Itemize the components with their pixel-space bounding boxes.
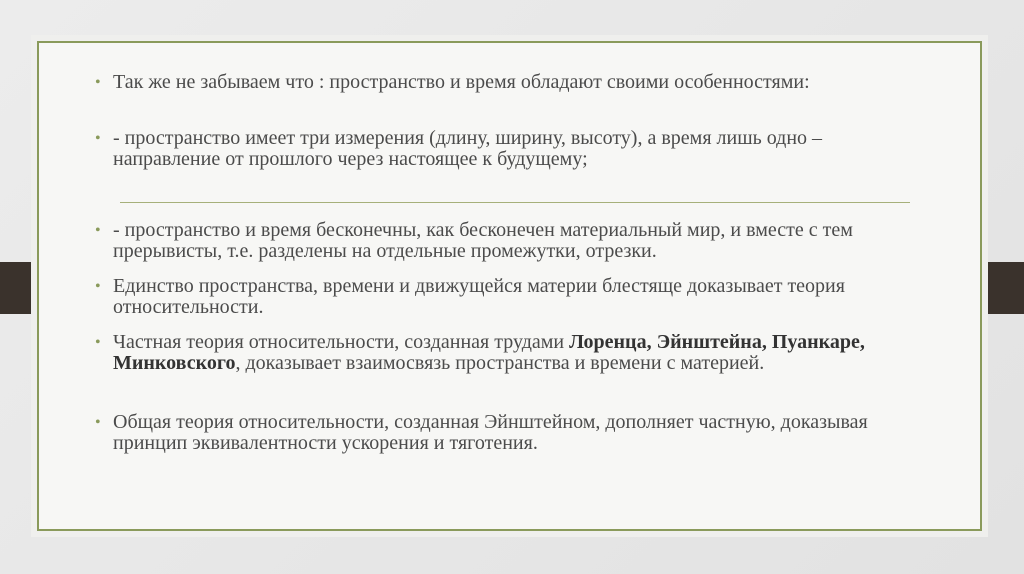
bullet-text-bold-names: Лоренца, Эйнштейна, Пуанкаре, Минковского <box>113 331 865 374</box>
bullet-text: Общая теория относительности, созданная Эйнштейном, дополняет частную, доказывая принцип эквивалентности ускорения и тяготения. <box>113 411 868 454</box>
bullet-marker: • <box>95 334 101 351</box>
bullet-text-after: , доказывает взаимосвязь пространства и времени с материей. <box>235 352 765 374</box>
bullet-marker: • <box>95 74 101 91</box>
bullet-text-before: Частная теория относительности, созданная трудами <box>113 331 570 353</box>
bullet-text: - пространство и время бесконечны, как бесконечен материальный мир, и вместе с тем прерывисты, т.е. разделены на отдельные промежутки, отрезки. <box>113 219 853 262</box>
slide-content <box>39 43 980 529</box>
bullet-item-3 <box>95 219 903 262</box>
bullet-marker: • <box>95 130 101 147</box>
bullet-item-1 <box>95 71 903 93</box>
section-divider <box>120 202 910 203</box>
bullet-item-2 <box>95 127 903 170</box>
bullet-marker: • <box>95 222 101 239</box>
bullet-text: Так же не забываем что : пространство и время обладают своими особенностями: <box>113 71 810 93</box>
bullet-item-5 <box>95 331 903 374</box>
slide-frame <box>37 41 982 531</box>
bullet-marker: • <box>95 414 101 431</box>
bullet-item-4 <box>95 275 903 318</box>
bullet-item-6 <box>95 411 903 454</box>
bullet-text: Единство пространства, времени и движущейся материи блестяще доказывает теория относительности. <box>113 275 845 318</box>
bullet-text: - пространство имеет три измерения (длину, ширину, высоту), а время лишь одно – направление от прошлого через настоящее к будущему; <box>113 127 823 170</box>
bullet-marker: • <box>95 278 101 295</box>
